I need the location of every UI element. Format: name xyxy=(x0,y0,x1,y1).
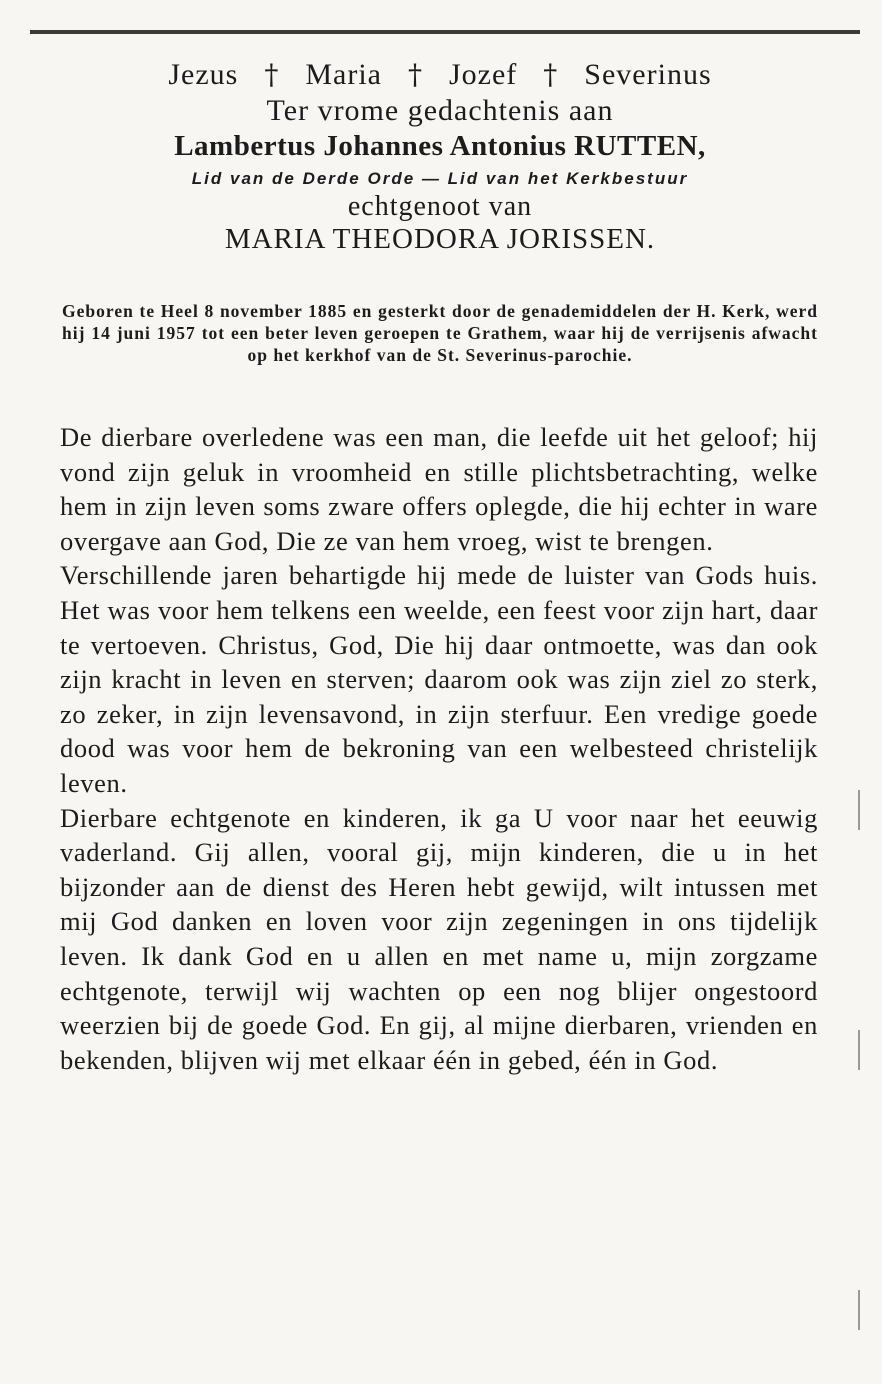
spouse-intro: echtgenoot van xyxy=(347,191,533,222)
cross-icon: † xyxy=(264,58,280,91)
top-rule xyxy=(30,30,860,34)
memorial-text xyxy=(60,420,818,1077)
remembrance-line: Ter vrome gedachtenis aan xyxy=(266,94,614,127)
scan-edge-mark xyxy=(858,1290,860,1330)
cross-icon: † xyxy=(543,58,559,91)
spouse-name: MARIA THEODORA JORISSEN. xyxy=(224,223,656,255)
memberships-line: Lid van de Derde Orde — Lid van het Kerkbestuur xyxy=(191,169,689,188)
card-header xyxy=(40,58,840,256)
invocation-line xyxy=(40,58,840,92)
paragraph: Verschillende jaren behartigde hij mede de luister van Gods huis. Het was voor hem telkens een weelde, een feest voor zijn hart, daar te vertoeven. Christus, God, Die hij daar ontmoette, was dan ook zijn kracht in leven en sterven; daarom ook was zijn ziel zo sterk, zo zeker, in zijn levensavond, in zijn sterfuur. Een vredige goede dood was voor hem de bekroning van een welbesteed christelijk leven. xyxy=(60,560,818,798)
scan-edge-mark xyxy=(858,790,860,830)
scan-edge-mark xyxy=(858,1030,860,1070)
birth-death-notice: Geboren te Heel 8 november 1885 en gesterkt door de genademiddelen der H. Kerk, werd hij 14 juni 1957 tot een beter leven geroepen te Grathem, waar hij de verrijsenis afwacht op het kerkhof van de St. Severinus-parochie. xyxy=(62,301,818,365)
invocation-maria: Maria xyxy=(305,58,382,91)
cross-icon: † xyxy=(408,58,423,91)
invocation-severinus: Severinus xyxy=(584,58,712,91)
invocation-jezus: Jezus xyxy=(168,58,239,91)
paragraph: Dierbare echtgenote en kinderen, ik ga U voor naar het eeuwig vaderland. Gij allen, vooral gij, mijn kinderen, die u in het bijzonder aan de dienst des Heren hebt gewijd, wilt intussen met mij God danken en loven voor zijn zegeningen in ons tijdelijk leven. Ik dank God en u allen en met name u, mijn zorgzame echtgenote, terwijl wij wachten op een nog blijer ongestoord weerzien bij de goede God. En gij, al mijne dierbaren, vrienden en bekenden, blijven wij met elkaar één in gebed, één in God. xyxy=(60,802,818,1075)
invocation-jozef: Jozef xyxy=(449,58,518,91)
deceased-name: Lambertus Johannes Antonius RUTTEN, xyxy=(174,130,706,162)
paragraph: De dierbare overledene was een man, die leefde uit het geloof; hij vond zijn geluk in vroomheid en stille plichtsbetrachting, welke hem in zijn leven soms zware offers oplegde, die hij echter in ware overgave aan God, Die ze van hem vroeg, wist te brengen. xyxy=(60,422,818,556)
